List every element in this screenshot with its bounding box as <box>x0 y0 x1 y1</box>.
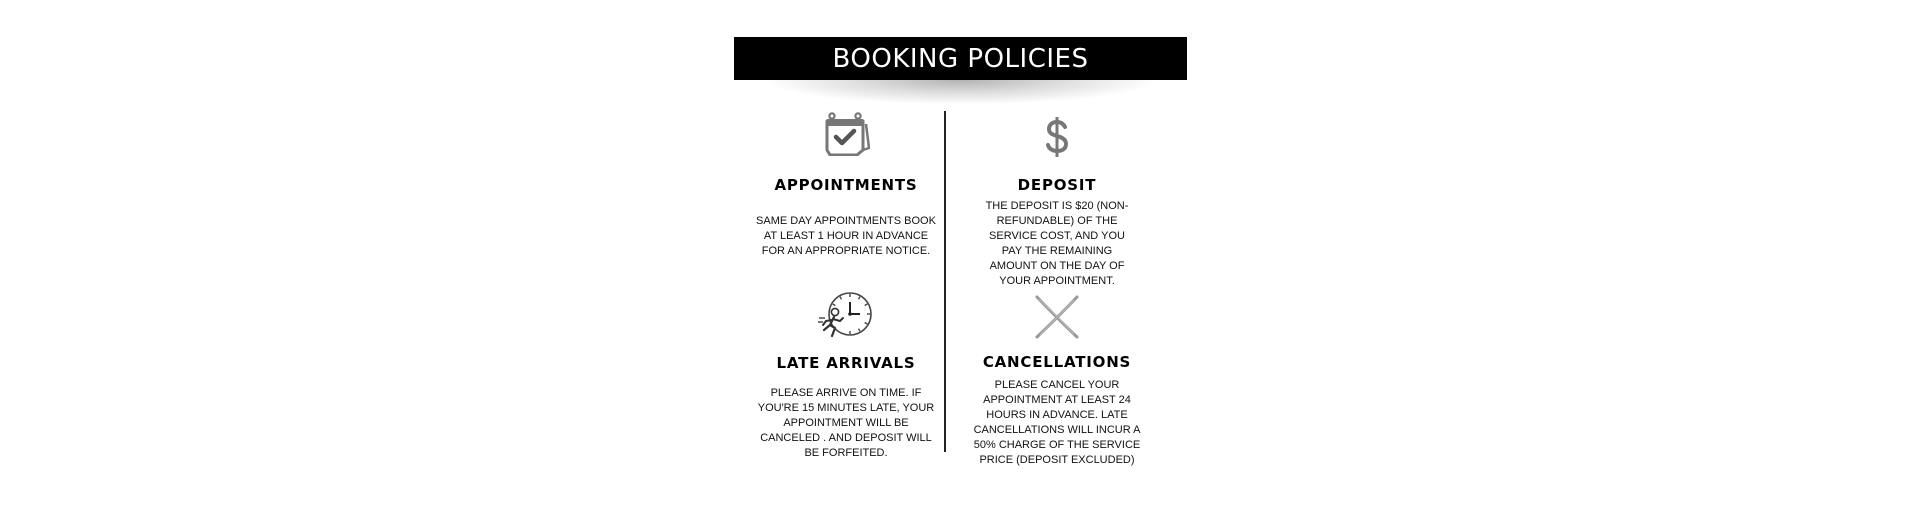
policy-text-deposit: THE DEPOSIT IS $20 (NON-REFUNDABLE) OF THE SERVICE COST, AND YOU PAY THE REMAINING AMOUNT ON THE DAY OF YOUR APPOINTMENT. <box>985 200 1129 287</box>
page-title-banner <box>734 37 1187 80</box>
policy-text-appointments: SAME DAY APPOINTMENTS BOOK AT LEAST 1 HOUR IN ADVANCE FOR AN APPROPRIATE NOTICE. <box>756 215 936 257</box>
policy-late-arrivals <box>751 290 941 459</box>
policy-text-cancellations: PLEASE CANCEL YOUR APPOINTMENT AT LEAST 24 HOURS IN ADVANCE. LATE CANCELLATIONS WILL INCUR A 50% CHARGE OF THE SERVICE PRICE (DEPOSIT EXCLUDED) <box>973 379 1141 466</box>
page-title: BOOKING POLICIES <box>832 43 1089 74</box>
policy-heading-deposit: DEPOSIT <box>1017 176 1097 194</box>
x-mark-icon <box>1034 295 1080 344</box>
policy-heading-cancellations: CANCELLATIONS <box>982 353 1132 371</box>
clock-running-person-icon <box>817 290 875 345</box>
policy-appointments <box>751 110 941 270</box>
policy-deposit <box>962 110 1152 287</box>
banner-shadow <box>768 80 1153 104</box>
policy-heading-appointments: APPOINTMENTS <box>774 176 918 194</box>
dollar-sign-icon <box>1044 116 1070 163</box>
policy-text-late-arrivals: PLEASE ARRIVE ON TIME. IF YOU'RE 15 MINUTES LATE, YOUR APPOINTMENT WILL BE CANCELED . AND DEPOSIT WILL BE FORFEITED. <box>757 387 935 459</box>
calendar-check-icon <box>822 112 870 161</box>
policy-cancellations <box>962 290 1152 466</box>
policy-heading-late-arrivals: LATE ARRIVALS <box>776 354 916 372</box>
column-divider <box>944 111 946 452</box>
